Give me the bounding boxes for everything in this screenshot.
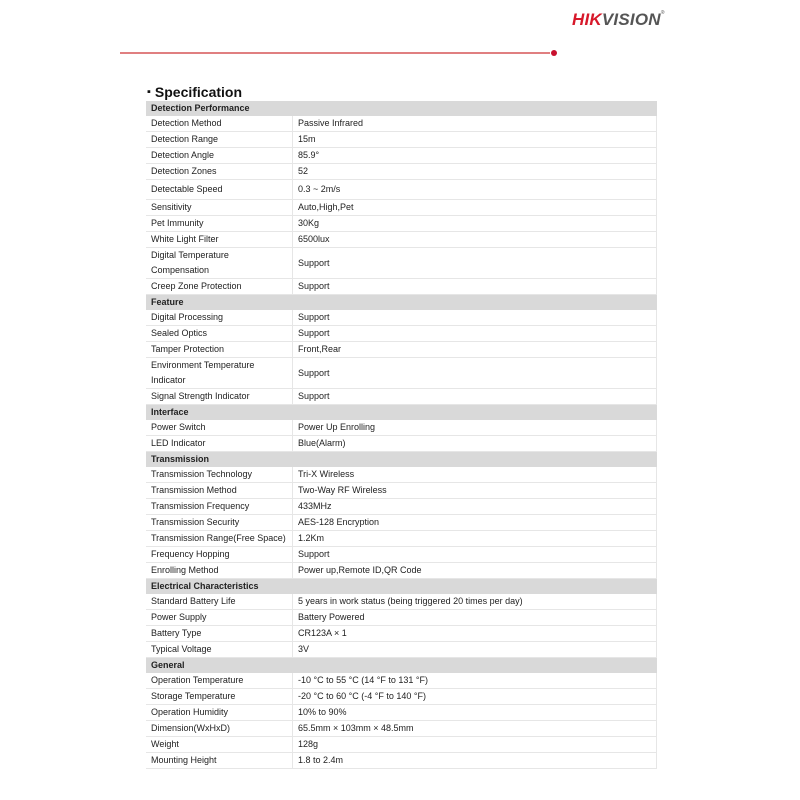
spec-value: Auto,High,Pet bbox=[293, 200, 657, 216]
spec-row bbox=[146, 626, 657, 642]
spec-row bbox=[146, 148, 657, 164]
spec-label: Typical Voltage bbox=[146, 642, 293, 658]
spec-label: Detection Zones bbox=[146, 164, 293, 180]
spec-row bbox=[146, 737, 657, 753]
spec-value: 85.9° bbox=[293, 148, 657, 164]
spec-row bbox=[146, 180, 657, 200]
spec-value: Support bbox=[293, 358, 657, 389]
section-title: Feature bbox=[146, 295, 657, 310]
spec-value: 52 bbox=[293, 164, 657, 180]
spec-row bbox=[146, 358, 657, 389]
spec-value: 30Kg bbox=[293, 216, 657, 232]
spec-label: Transmission Frequency bbox=[146, 499, 293, 515]
spec-label: Environment Temperature Indicator bbox=[146, 358, 293, 389]
specification-table bbox=[146, 101, 657, 769]
section-title: Transmission bbox=[146, 452, 657, 467]
logo-vision: VISION bbox=[601, 10, 661, 29]
spec-value: Blue(Alarm) bbox=[293, 436, 657, 452]
spec-row bbox=[146, 642, 657, 658]
spec-row bbox=[146, 673, 657, 689]
spec-row bbox=[146, 420, 657, 436]
spec-row bbox=[146, 216, 657, 232]
spec-value: 5 years in work status (being triggered 20 times per day) bbox=[293, 594, 657, 610]
spec-label: Sealed Optics bbox=[146, 326, 293, 342]
spec-value: Support bbox=[293, 389, 657, 405]
spec-row bbox=[146, 164, 657, 180]
spec-row bbox=[146, 436, 657, 452]
spec-value: 1.8 to 2.4m bbox=[293, 753, 657, 769]
spec-row bbox=[146, 389, 657, 405]
spec-value: Support bbox=[293, 248, 657, 279]
spec-row bbox=[146, 721, 657, 737]
spec-label: Tamper Protection bbox=[146, 342, 293, 358]
spec-label: Frequency Hopping bbox=[146, 547, 293, 563]
spec-value: Power up,Remote ID,QR Code bbox=[293, 563, 657, 579]
section-title: Interface bbox=[146, 405, 657, 420]
spec-row bbox=[146, 563, 657, 579]
spec-value: CR123A × 1 bbox=[293, 626, 657, 642]
spec-label: Power Switch bbox=[146, 420, 293, 436]
spec-row bbox=[146, 326, 657, 342]
spec-label: Transmission Method bbox=[146, 483, 293, 499]
spec-row bbox=[146, 310, 657, 326]
spec-value: Passive Infrared bbox=[293, 116, 657, 132]
spec-value: Support bbox=[293, 326, 657, 342]
spec-label: Detection Range bbox=[146, 132, 293, 148]
spec-value: 433MHz bbox=[293, 499, 657, 515]
spec-label: Dimension(WxHxD) bbox=[146, 721, 293, 737]
spec-row bbox=[146, 342, 657, 358]
spec-label: Battery Type bbox=[146, 626, 293, 642]
spec-value: 6500lux bbox=[293, 232, 657, 248]
spec-row bbox=[146, 515, 657, 531]
spec-label: Digital Temperature Compensation bbox=[146, 248, 293, 279]
spec-value: 15m bbox=[293, 132, 657, 148]
spec-label: Signal Strength Indicator bbox=[146, 389, 293, 405]
spec-value: -20 °C to 60 °C (-4 °F to 140 °F) bbox=[293, 689, 657, 705]
spec-label: Transmission Range(Free Space) bbox=[146, 531, 293, 547]
spec-row bbox=[146, 705, 657, 721]
page-title-text: Specification bbox=[154, 84, 243, 100]
spec-label: Detection Method bbox=[146, 116, 293, 132]
spec-value: Support bbox=[293, 547, 657, 563]
spec-label: Detection Angle bbox=[146, 148, 293, 164]
spec-label: Detectable Speed bbox=[146, 180, 293, 200]
spec-value: 10% to 90% bbox=[293, 705, 657, 721]
spec-row bbox=[146, 594, 657, 610]
spec-value: Two-Way RF Wireless bbox=[293, 483, 657, 499]
spec-value: Front,Rear bbox=[293, 342, 657, 358]
spec-value: -10 °C to 55 °C (14 °F to 131 °F) bbox=[293, 673, 657, 689]
spec-row bbox=[146, 483, 657, 499]
page-title bbox=[147, 84, 242, 100]
section-header bbox=[146, 295, 657, 310]
section-title: General bbox=[146, 658, 657, 673]
spec-value: Tri-X Wireless bbox=[293, 467, 657, 483]
title-bullet-icon: ▪ bbox=[147, 86, 151, 98]
section-title: Detection Performance bbox=[146, 101, 657, 116]
spec-row bbox=[146, 248, 657, 279]
spec-label: Pet Immunity bbox=[146, 216, 293, 232]
spec-row bbox=[146, 200, 657, 216]
spec-label: Standard Battery Life bbox=[146, 594, 293, 610]
spec-value: Battery Powered bbox=[293, 610, 657, 626]
spec-value: 0.3 ~ 2m/s bbox=[293, 180, 657, 200]
spec-value: 65.5mm × 103mm × 48.5mm bbox=[293, 721, 657, 737]
spec-label: Sensitivity bbox=[146, 200, 293, 216]
hikvision-logo bbox=[572, 10, 665, 30]
spec-value: Power Up Enrolling bbox=[293, 420, 657, 436]
spec-label: Enrolling Method bbox=[146, 563, 293, 579]
spec-label: Operation Temperature bbox=[146, 673, 293, 689]
spec-row bbox=[146, 467, 657, 483]
spec-row bbox=[146, 279, 657, 295]
logo-hik: HIK bbox=[572, 10, 602, 29]
spec-value: Support bbox=[293, 279, 657, 295]
spec-value: 1.2Km bbox=[293, 531, 657, 547]
section-header bbox=[146, 452, 657, 467]
spec-row bbox=[146, 547, 657, 563]
section-header bbox=[146, 579, 657, 594]
section-header bbox=[146, 405, 657, 420]
spec-value: AES-128 Encryption bbox=[293, 515, 657, 531]
header-divider-dot bbox=[551, 50, 557, 56]
spec-label: Digital Processing bbox=[146, 310, 293, 326]
spec-row bbox=[146, 610, 657, 626]
spec-row bbox=[146, 689, 657, 705]
spec-value: 3V bbox=[293, 642, 657, 658]
spec-row bbox=[146, 753, 657, 769]
spec-row bbox=[146, 499, 657, 515]
spec-label: Transmission Security bbox=[146, 515, 293, 531]
spec-label: Mounting Height bbox=[146, 753, 293, 769]
spec-label: Power Supply bbox=[146, 610, 293, 626]
spec-row bbox=[146, 116, 657, 132]
spec-row bbox=[146, 531, 657, 547]
section-header bbox=[146, 658, 657, 673]
registered-mark: ® bbox=[660, 10, 665, 16]
spec-label: Weight bbox=[146, 737, 293, 753]
section-header bbox=[146, 101, 657, 116]
spec-row bbox=[146, 232, 657, 248]
spec-label: Transmission Technology bbox=[146, 467, 293, 483]
spec-label: LED Indicator bbox=[146, 436, 293, 452]
spec-label: Storage Temperature bbox=[146, 689, 293, 705]
section-title: Electrical Characteristics bbox=[146, 579, 657, 594]
spec-value: Support bbox=[293, 310, 657, 326]
spec-label: Creep Zone Protection bbox=[146, 279, 293, 295]
spec-label: White Light Filter bbox=[146, 232, 293, 248]
header-divider-line bbox=[120, 52, 550, 54]
spec-row bbox=[146, 132, 657, 148]
spec-value: 128g bbox=[293, 737, 657, 753]
spec-label: Operation Humidity bbox=[146, 705, 293, 721]
